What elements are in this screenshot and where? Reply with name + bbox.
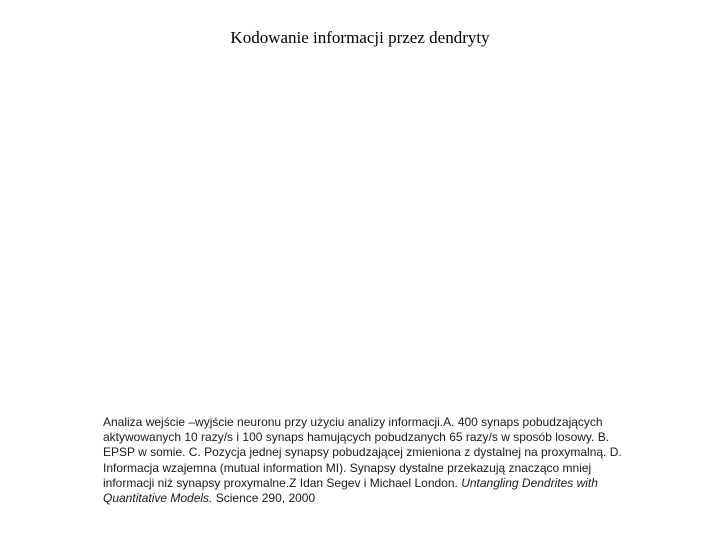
- figure-area: [100, 60, 620, 410]
- citation-source: Science 290, 2000: [212, 491, 316, 506]
- caption-text: Analiza wejście –wyjście neuronu przy użyciu analizy informacji.A. 400 synaps pobudzających aktywowanych 10 razy/s i 100 synaps hamujących pobudzanych 65 razy/s w sposób losowy. B. EPSP w somie. C. Pozycja jednej synapsy pobudzającej zmieniona z dystalnej na proxymalną. D. Informacja wzajemna (mutual information MI). Synapsy dystalne przekazują znacząco mniej informacji niż synapsy proxymalne.Z Idan Segev i Michael London.: [103, 415, 622, 490]
- slide-title: Kodowanie informacji przez dendryty: [230, 28, 490, 47]
- citation-title: Untangling Dendrites with Quantitative Models.: [103, 475, 598, 506]
- slide-caption: [103, 415, 633, 506]
